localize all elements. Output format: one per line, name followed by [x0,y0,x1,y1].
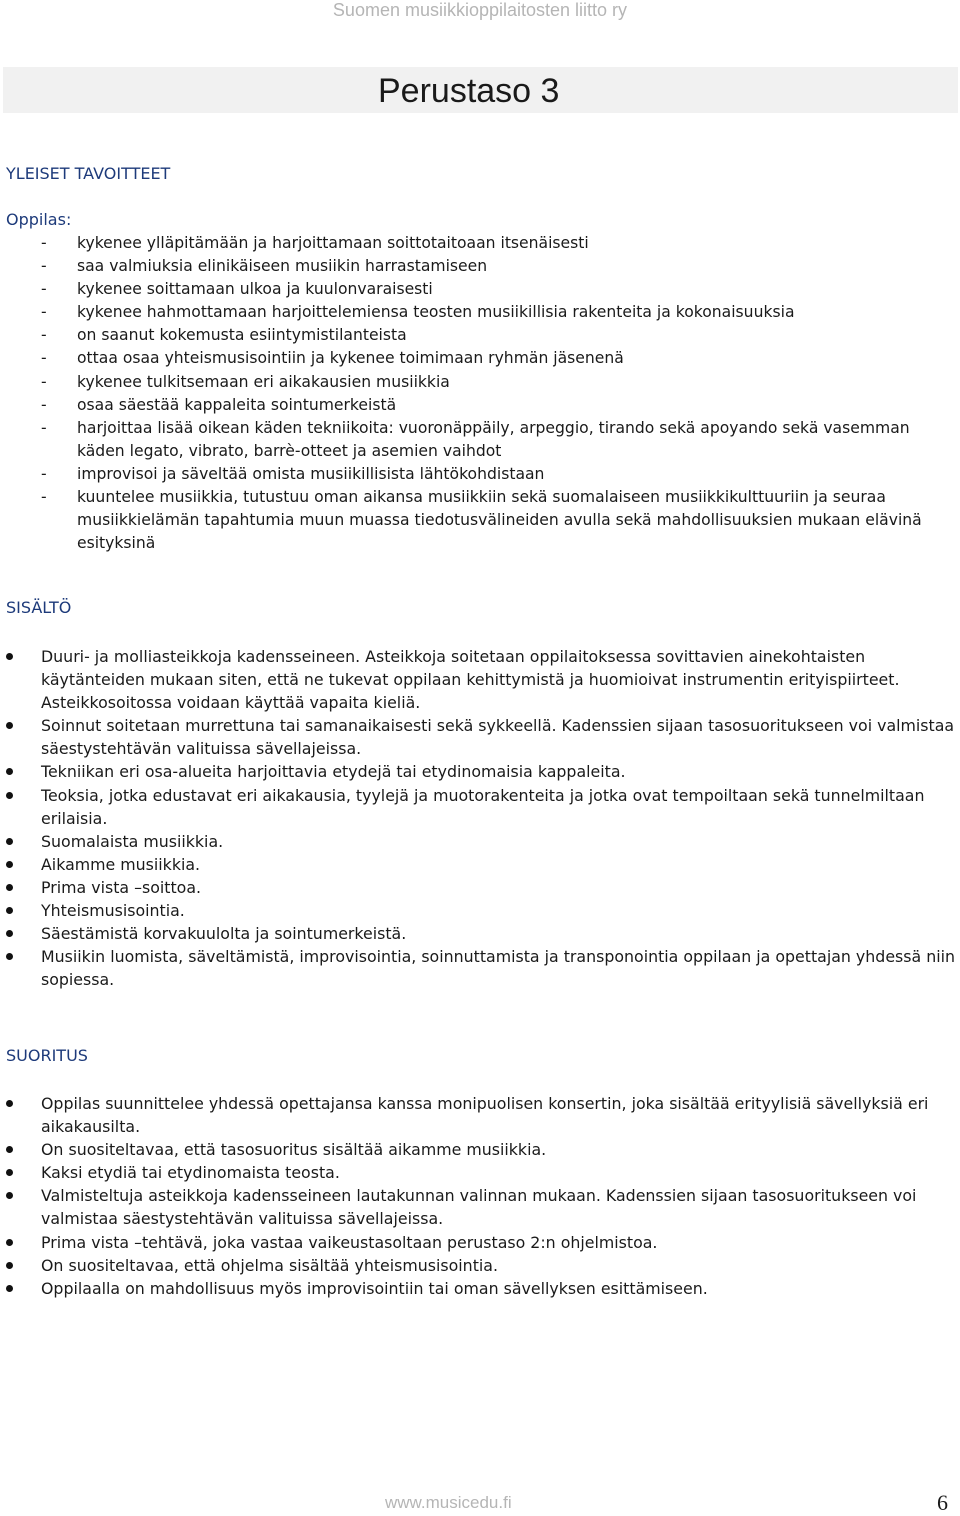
content-item-text: Prima vista –soittoa. [41,877,202,897]
dash-marker: - [41,257,47,276]
performance-item-text: On suositeltavaa, että tasosuoritus sisältää aikamme musiikkia. [41,1140,547,1160]
goal-item-text: kykenee ylläpitämään ja harjoittamaan soittotaitoaan itsenäisesti [77,234,589,252]
performance-heading: SUORITUS [6,1046,88,1065]
content-item-text: Aikamme musiikkia. [41,854,201,874]
dash-marker: - [41,395,47,414]
performance-item [6,1184,956,1230]
content-list [6,645,956,991]
bullet-dot [6,1285,13,1292]
goal-item-text: harjoittaa lisää oikean käden tekniikoita: vuoronäppäily, arpeggio, tirando sekä apoyando sekä vasemman käden legato, vibrato, barrè-otteet ja asemien vaihdot [77,418,910,460]
performance-item [6,1138,956,1161]
dash-marker: - [41,349,47,368]
performance-item-text: Kaksi etydiä tai etydinomaista teosta. [41,1163,340,1183]
content-heading: SISÄLTÖ [6,598,72,617]
bullet-dot [6,722,13,729]
bullet-dot [6,1192,13,1199]
dash-marker: - [41,464,47,483]
bullet-dot [6,1169,13,1176]
goal-item [6,371,936,394]
bullet-dot [6,861,13,868]
goal-item-text: saa valmiuksia elinikäiseen musiikin harrastamiseen [77,257,488,276]
content-item-text: Yhteismusisointia. [41,901,185,921]
bullet-dot [6,953,13,960]
goal-item [6,394,936,417]
content-item-text: Tekniikan eri osa-alueita harjoittavia etydejä tai etydinomaisia kappaleita. [41,762,626,782]
goal-item-text: improvisoi ja säveltää omista musiikillisista lähtökohdistaan [77,464,545,483]
content-item [6,899,956,922]
content-item [6,645,956,714]
goal-item [6,463,936,486]
dash-marker: - [41,303,47,322]
bullet-dot [6,1100,13,1107]
content-item [6,760,956,783]
bullet-dot [6,930,13,937]
goals-list [6,232,936,555]
bullet-dot [6,653,13,660]
dash-marker: - [41,280,47,299]
goal-item [6,347,936,370]
content-item-text: Duuri- ja molliasteikkoja kadensseineen. Asteikkoja soitetaan oppilaitoksessa sovittavien ainekohtaisten käytänteiden mukaan siten, että ne tukevat oppilaan kehittymistä ja huomioivat instrumentin erityispiirteet. Asteikkosoitossa voidaan käyttää vapaita kieliä. [41,647,900,713]
performance-item-text: Valmisteltuja asteikkoja kadensseineen lautakunnan valinnan mukaan. Kadenssien sijaan tasosuoritukseen voi valmistaa säestystehtävän valituissa sävellajeissa. [41,1186,917,1229]
performance-list [6,1092,956,1300]
bullet-dot [6,884,13,891]
goal-item [6,301,936,324]
goal-item [6,255,936,278]
goal-item [6,232,936,255]
bullet-dot [6,838,13,845]
dash-marker: - [41,326,47,345]
content-item-text: Soinnut soitetaan murrettuna tai samanaikaisesti sekä sykkeellä. Kadenssien sijaan tasosuoritukseen voi valmistaa säestystehtävän valituissa sävellajeissa. [41,716,955,759]
goal-item-text: on saanut kokemusta esiintymistilanteista [77,326,407,345]
performance-item [6,1254,956,1277]
bullet-dot [6,1262,13,1269]
dash-marker: - [41,372,47,391]
goal-item-text: osaa säestää kappaleita sointumerkeistä [77,395,397,414]
performance-item [6,1161,956,1184]
content-item-text: Musiikin luomista, säveltämistä, improvisointia, soinnuttamista ja transponointia oppilaan ja opettajan yhdessä niin sopiessa. [41,947,956,990]
dash-marker: - [41,418,47,437]
bullet-dot [6,792,13,799]
content-item-text: Säestämistä korvakuulolta ja sointumerkeistä. [41,924,407,944]
goal-item-text: ottaa osaa yhteismusisointiin ja kykenee toimimaan ryhmän jäsenenä [77,349,624,368]
goal-item-text: kykenee soittamaan ulkoa ja kuulonvaraisesti [77,280,433,299]
dash-marker: - [41,488,47,507]
content-item [6,714,956,760]
performance-item [6,1092,956,1138]
content-item [6,945,956,991]
performance-item-text: Oppilaalla on mahdollisuus myös improvisointiin tai oman sävellyksen esittämiseen. [41,1278,708,1298]
goal-item [6,324,936,347]
performance-item-text: Oppilas suunnittelee yhdessä opettajansa kanssa monipuolisen konsertin, joka sisältää erityylisiä sävellyksiä eri aikakausilta. [41,1094,929,1137]
goal-item [6,417,936,463]
content-item [6,784,956,830]
dash-marker: - [41,234,47,252]
performance-item [6,1231,956,1254]
content-item [6,853,956,876]
performance-item [6,1277,956,1300]
content-item [6,876,956,899]
bullet-dot [6,1239,13,1246]
page-title: Perustaso 3 [378,72,560,110]
bullet-dot [6,768,13,775]
content-item-text: Teoksia, jotka edustavat eri aikakausia, tyylejä ja muotorakenteita ja jotka ovat tempoiltaan sekä tunnelmiltaan erilaisia. [41,785,925,828]
content-item-text: Suomalaista musiikkia. [41,831,224,851]
bullet-dot [6,907,13,914]
goals-heading: YLEISET TAVOITTEET [6,164,171,183]
content-item [6,922,956,945]
goals-intro: Oppilas: [6,210,72,229]
goal-item [6,278,936,301]
footer-url: www.musicedu.fi [385,1493,512,1512]
performance-item-text: Prima vista –tehtävä, joka vastaa vaikeustasoltaan perustaso 2:n ohjelmistoa. [41,1232,658,1252]
goal-item-text: kykenee tulkitsemaan eri aikakausien musiikkia [77,372,450,391]
page-header-organization: Suomen musiikkioppilaitosten liitto ry [332,0,628,20]
goal-item-text: kykenee hahmottamaan harjoittelemiensa teosten musiikillisia rakenteita ja kokonaisuuksia [77,303,795,322]
goal-item [6,486,936,555]
goal-item-text: kuuntelee musiikkia, tutustuu oman aikansa musiikkiin sekä suomalaiseen musiikkikulttuuriin ja seuraa musiikkielämän tapahtumia muun muassa tiedotusvälineiden avulla sekä mahdollisuuksien mukaan elävinä esityksinä [77,488,922,553]
bullet-dot [6,1146,13,1153]
content-item [6,830,956,853]
performance-item-text: On suositeltavaa, että ohjelma sisältää yhteismusisointia. [41,1255,498,1275]
footer-page-number: 6 [937,1490,948,1515]
